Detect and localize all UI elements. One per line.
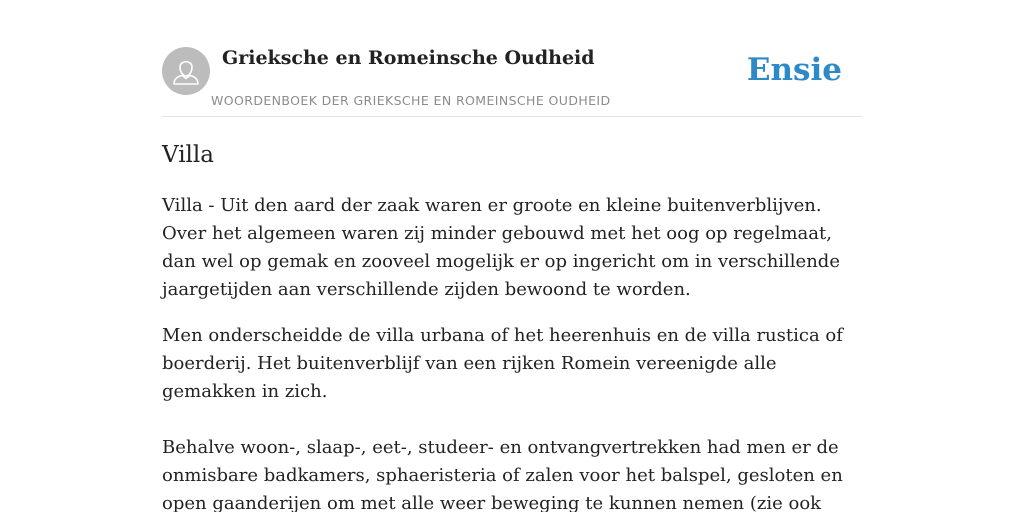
entry-title: Villa: [162, 142, 214, 168]
user-silhouette-icon[interactable]: [162, 47, 210, 95]
source-title[interactable]: Grieksche en Romeinsche Oudheid: [222, 47, 595, 69]
entry-paragraph: Villa - Uit den aard der zaak waren er groote en kleine buitenverblijven. Over het algemeen waren zij minder gebouwd met het oog op regelmaat, dan wel op gemak en zooveel mogelijk er op ingericht om in verschillende jaargetijden aan verschillende zijden bewoond te worden.: [162, 195, 840, 300]
entry-paragraph: Men onderscheidde de villa urbana of het heerenhuis en de villa rustica of boerderij. Het buitenverblijf van een rijken Romein vereenigde alle gemakken in zich.: [162, 325, 843, 402]
source-header: [162, 44, 862, 117]
source-subtitle[interactable]: WOORDENBOEK DER GRIEKSCHE EN ROMEINSCHE OUDHEID: [211, 93, 611, 108]
entry-paragraph: Behalve woon-, slaap-, eet-, studeer- en ontvangvertrekken had men er de onmisbare badkamers, sphaeristeria of zalen voor het balspel, gesloten en open gaanderijen om met alle weer beweging te kunnen nemen (zie ook: [162, 437, 843, 512]
entry-content: [162, 192, 862, 512]
ensie-logo[interactable]: Ensie: [746, 52, 842, 88]
